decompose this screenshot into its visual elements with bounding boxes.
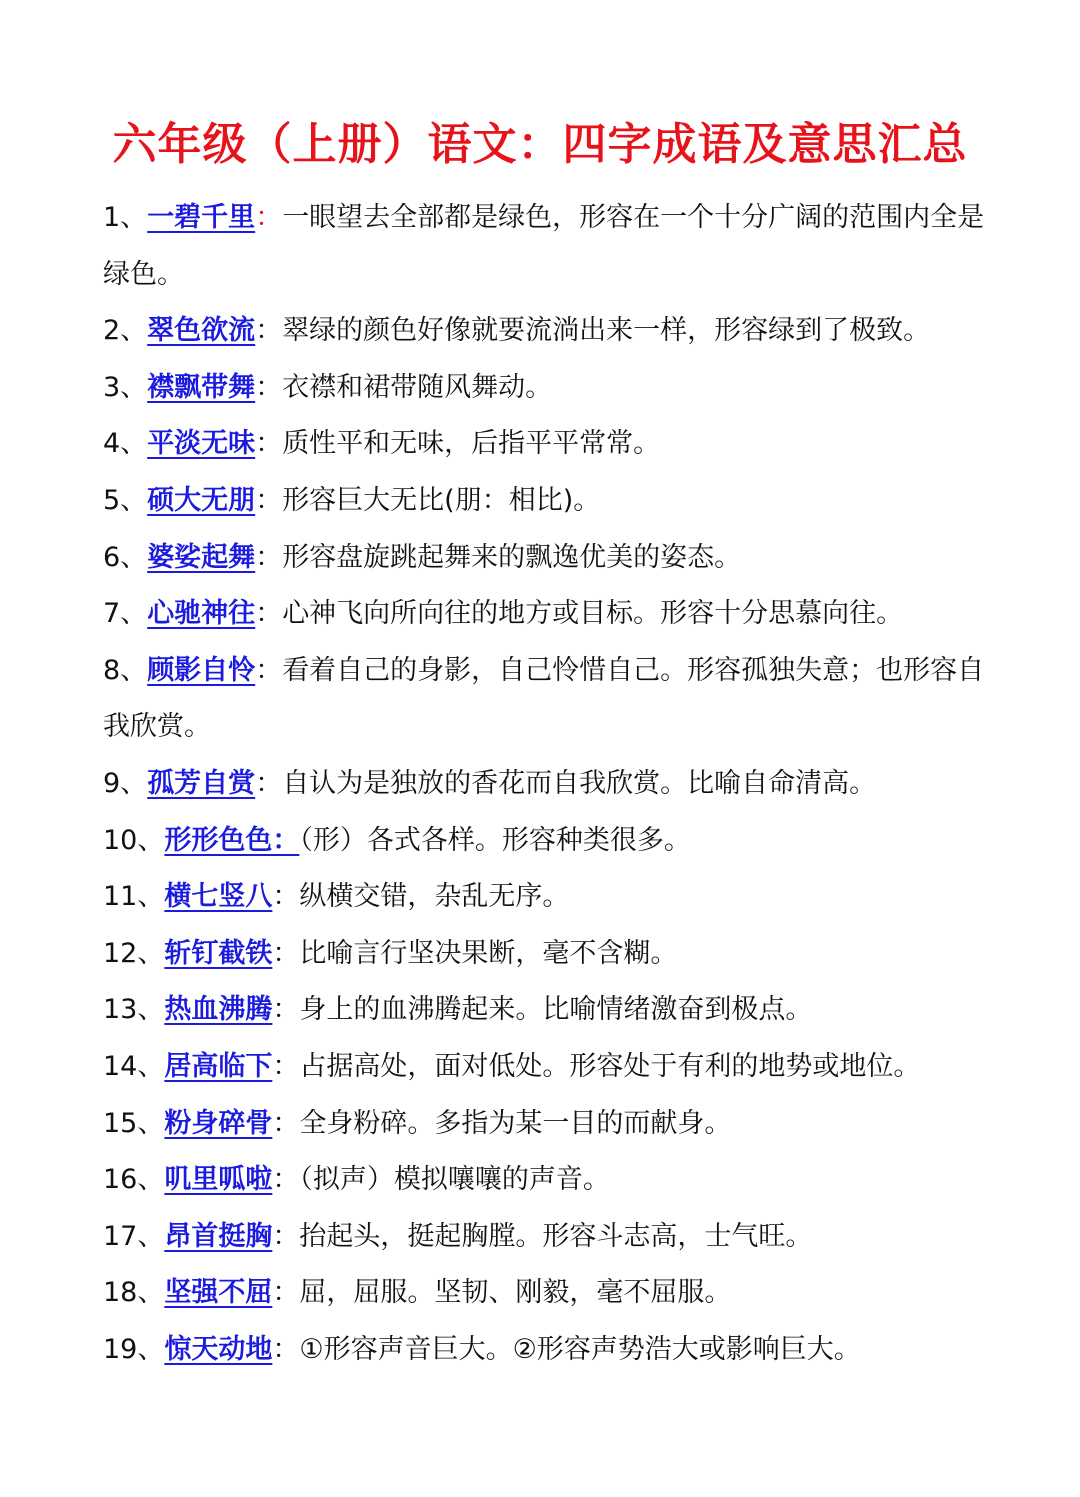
idiom-list: [103, 190, 993, 1378]
entry-number: 7、: [103, 598, 148, 630]
entry-separator: ：: [272, 1333, 300, 1365]
list-item: [103, 869, 993, 926]
entry-number: 18、: [103, 1277, 165, 1309]
entry-separator: ：: [255, 654, 283, 686]
idiom-meaning: 质性平和无味，后指平平常常。: [282, 428, 661, 460]
entry-number: 9、: [103, 767, 148, 799]
entry-separator: ：: [255, 428, 283, 460]
page-title: 六年级（上册）语文：四字成语及意思汇总: [112, 119, 968, 170]
entry-number: 14、: [103, 1050, 165, 1082]
idiom-meaning: 抬起头，挺起胸膛。形容斗志高，士气旺。: [299, 1220, 813, 1252]
idiom-meaning: 占据高处，面对低处。形容处于有利的地势或地位。: [299, 1050, 921, 1082]
idiom-meaning: 形容巨大无比(朋：相比)。: [282, 484, 601, 516]
entry-separator: ：: [272, 1107, 300, 1139]
idiom-meaning: 全身粉碎。多指为某一目的而献身。: [299, 1107, 732, 1139]
entry-number: 2、: [103, 315, 148, 347]
idiom-term: 硕大无朋: [147, 484, 256, 516]
list-item: [103, 643, 993, 756]
idiom-meaning: 自认为是独放的香花而自我欣赏。比喻自命清高。: [282, 767, 877, 799]
entry-number: 12、: [103, 937, 165, 969]
entry-separator: ：: [272, 881, 300, 913]
idiom-term: 襟飘带舞: [147, 371, 256, 403]
entry-number: 19、: [103, 1333, 165, 1365]
idiom-meaning: 看着自己的身影，自己怜惜自己。形容孤独失意；也形容自我欣赏。: [103, 654, 985, 743]
idiom-term: 顾影自怜: [147, 654, 256, 686]
list-item: [103, 416, 993, 473]
idiom-term: 斩钉截铁: [164, 937, 273, 969]
list-item: [103, 1322, 993, 1379]
idiom-term: 婆娑起舞: [147, 541, 256, 573]
entry-separator: ：: [255, 541, 283, 573]
list-item: [103, 756, 993, 813]
idiom-term: 平淡无味: [147, 428, 256, 460]
idiom-meaning: 形容盘旋跳起舞来的飘逸优美的姿态。: [282, 541, 742, 573]
entry-separator: ：: [255, 371, 283, 403]
entry-number: 11、: [103, 881, 165, 913]
entry-number: 5、: [103, 484, 148, 516]
idiom-term: 惊天动地: [164, 1333, 273, 1365]
idiom-term: 昂首挺胸: [164, 1220, 273, 1252]
list-item: [103, 1039, 993, 1096]
idiom-meaning: 比喻言行坚决果断，毫不含糊。: [299, 937, 678, 969]
list-item: [103, 1209, 993, 1266]
idiom-meaning: 衣襟和裙带随风舞动。: [282, 371, 553, 403]
entry-number: 10、: [103, 824, 165, 856]
list-item: [103, 982, 993, 1039]
list-item: [103, 1265, 993, 1322]
entry-separator: ：: [255, 484, 283, 516]
idiom-meaning: 身上的血沸腾起来。比喻情绪激奋到极点。: [299, 994, 813, 1026]
entry-number: 3、: [103, 371, 148, 403]
list-item: [103, 926, 993, 983]
list-item: [103, 473, 993, 530]
entry-number: 4、: [103, 428, 148, 460]
idiom-meaning: 纵横交错，杂乱无序。: [299, 881, 570, 913]
entry-number: 1、: [103, 202, 148, 233]
idiom-meaning: ①形容声音巨大。②形容声势浩大或影响巨大。: [299, 1333, 861, 1365]
idiom-term: 叽里呱啦: [164, 1164, 273, 1196]
idiom-term: 形形色色：: [164, 824, 300, 856]
entry-number: 6、: [103, 541, 148, 573]
list-item: [103, 813, 993, 870]
entry-number: 16、: [103, 1164, 165, 1196]
idiom-term: 坚强不屈: [164, 1277, 273, 1309]
list-item: [103, 1152, 993, 1209]
list-item: [103, 586, 993, 643]
idiom-term: 居高临下: [164, 1050, 273, 1082]
entry-separator: ：: [272, 937, 300, 969]
entry-separator: ：: [272, 1220, 300, 1252]
entry-separator: ：: [272, 994, 300, 1026]
list-item: [103, 190, 993, 303]
idiom-term: 横七竖八: [164, 881, 273, 913]
idiom-meaning: （形）各式各样。形容种类很多。: [299, 824, 691, 856]
entry-separator: ：: [255, 767, 283, 799]
list-item: [103, 360, 993, 417]
idiom-term: 粉身碎骨: [164, 1107, 273, 1139]
entry-number: 13、: [103, 994, 165, 1026]
idiom-term: 孤芳自赏: [147, 767, 256, 799]
entry-separator: ：: [255, 202, 283, 233]
entry-number: 15、: [103, 1107, 165, 1139]
idiom-meaning: 翠绿的颜色好像就要流淌出来一样，形容绿到了极致。: [282, 315, 931, 347]
entry-number: 8、: [103, 654, 148, 686]
idiom-term: 心驰神往: [147, 598, 256, 630]
entry-separator: ：: [272, 1050, 300, 1082]
entry-separator: ：: [272, 1164, 300, 1196]
list-item: [103, 1096, 993, 1153]
idiom-term: 翠色欲流: [147, 315, 256, 347]
idiom-meaning: 一眼望去全部都是绿色，形容在一个十分广阔的范围内全是绿色。: [103, 202, 985, 290]
idiom-term: 一碧千里: [147, 202, 256, 233]
idiom-meaning: 心神飞向所向往的地方或目标。形容十分思慕向往。: [282, 598, 904, 630]
idiom-meaning: 屈，屈服。坚韧、刚毅，毫不屈服。: [299, 1277, 732, 1309]
entry-separator: ：: [272, 1277, 300, 1309]
entry-number: 17、: [103, 1220, 165, 1252]
idiom-term: 热血沸腾: [164, 994, 273, 1026]
entry-separator: ：: [255, 315, 283, 347]
list-item: [103, 530, 993, 587]
entry-separator: ：: [255, 598, 283, 630]
list-item: [103, 303, 993, 360]
idiom-meaning: （拟声）模拟嚷嚷的声音。: [299, 1164, 610, 1196]
